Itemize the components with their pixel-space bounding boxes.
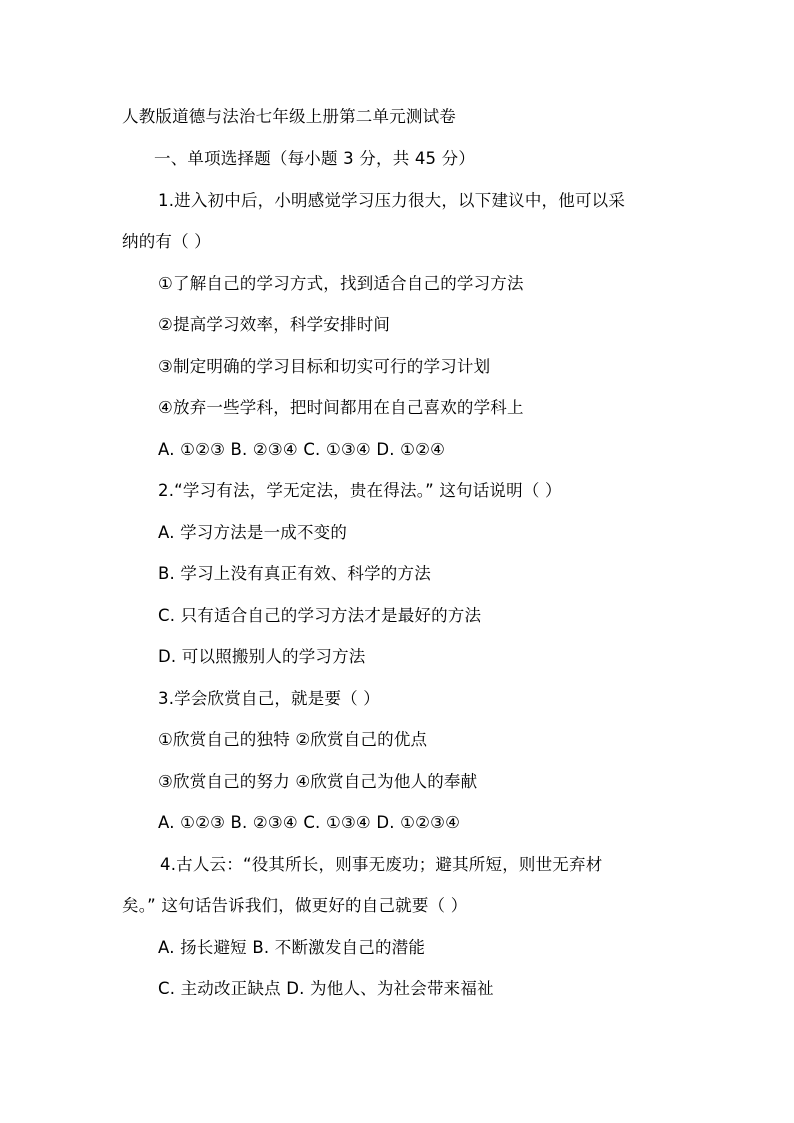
question-3-statements-2: ③欣赏自己的努力 ④欣赏自己为他人的奉献 xyxy=(158,772,478,791)
question-3-stem: 3.学会欣赏自己，就是要（ ） xyxy=(158,689,380,708)
question-2-option-c: C. 只有适合自己的学习方法才是最好的方法 xyxy=(158,606,482,625)
section-heading: 一、单项选择题（每小题 3 分，共 45 分） xyxy=(154,149,476,168)
question-4-options-line-1: A. 扬长避短 B. 不断激发自己的潜能 xyxy=(158,938,426,957)
question-1-statement-2: ②提高学习效率，科学安排时间 xyxy=(158,315,391,334)
question-2-stem: 2.“学习有法，学无定法，贵在得法。” 这句话说明（ ） xyxy=(158,481,562,500)
question-1-stem-line-2: 纳的有（ ） xyxy=(122,232,211,251)
question-1-statement-3: ③制定明确的学习目标和切实可行的学习计划 xyxy=(158,357,491,376)
question-1-statement-4: ④放弃一些学科，把时间都用在自己喜欢的学科上 xyxy=(158,398,524,417)
question-1-stem-line-1: 1.进入初中后，小明感觉学习压力很大，以下建议中，他可以采 xyxy=(158,191,626,210)
question-3-statements-1: ①欣赏自己的独特 ②欣赏自己的优点 xyxy=(158,730,428,749)
question-1-statement-1: ①了解自己的学习方式，找到适合自己的学习方法 xyxy=(158,274,524,293)
document-title: 人教版道德与法治七年级上册第二单元测试卷 xyxy=(122,107,456,126)
question-4-stem-line-2: 矣。” 这句话告诉我们，做更好的自己就要（ ） xyxy=(122,896,468,915)
question-2-option-b: B. 学习上没有真正有效、科学的方法 xyxy=(158,564,431,583)
question-4-stem-line-1: 4.古人云：“役其所长，则事无废功；避其所短，则世无弃材 xyxy=(160,855,603,874)
question-3-options: A. ①②③ B. ②③④ C. ①③④ D. ①②③④ xyxy=(158,813,461,832)
question-4-options-line-2: C. 主动改正缺点 D. 为他人、为社会带来福祉 xyxy=(158,979,494,998)
question-1-options: A. ①②③ B. ②③④ C. ①③④ D. ①②④ xyxy=(158,440,446,459)
question-2-option-d: D. 可以照搬别人的学习方法 xyxy=(158,647,366,666)
question-2-option-a: A. 学习方法是一成不变的 xyxy=(158,523,348,542)
